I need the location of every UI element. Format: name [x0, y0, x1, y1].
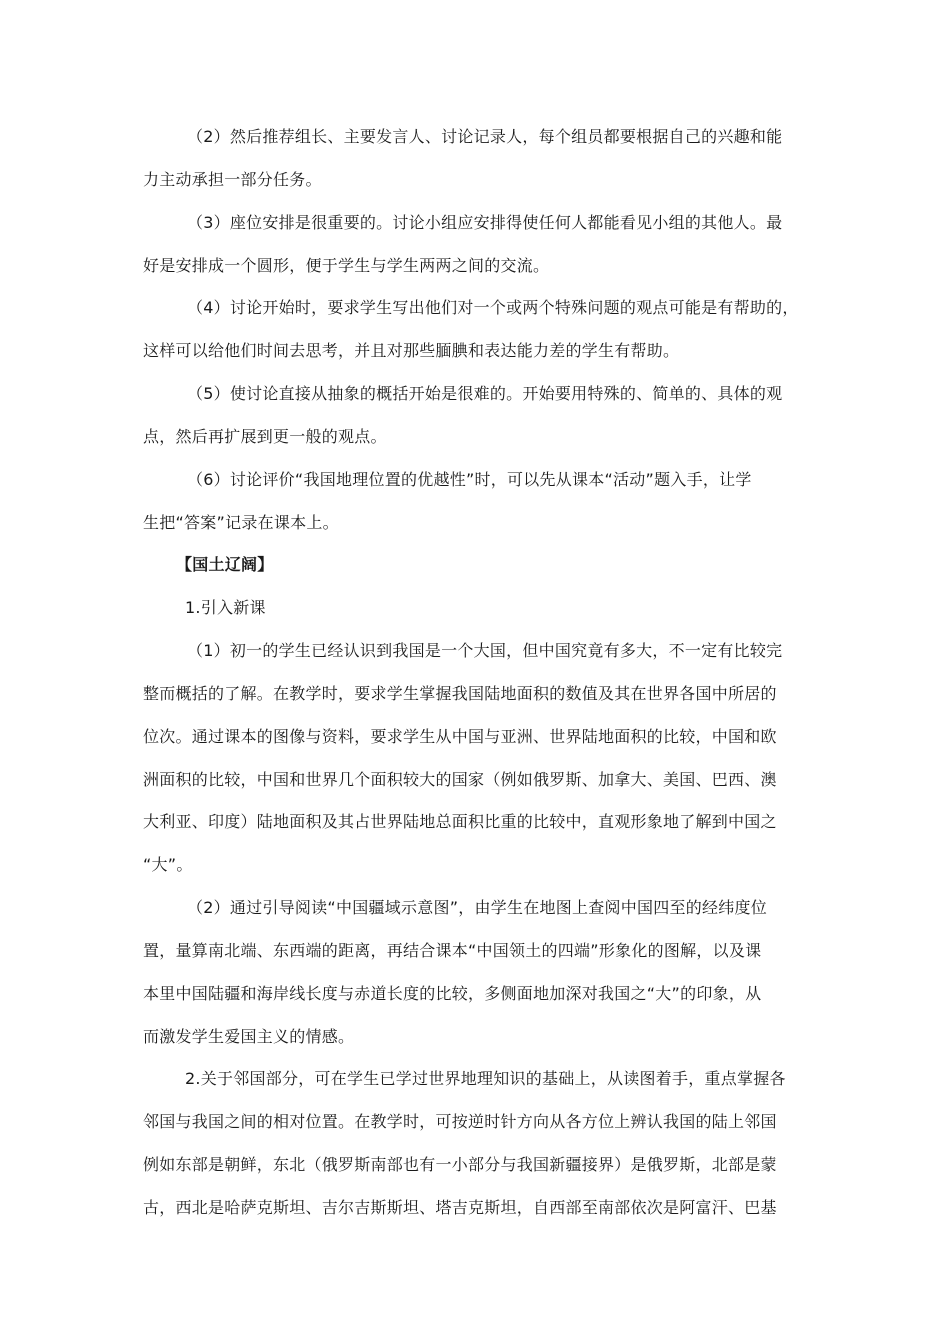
intro-paragraph-1-line-6: “大”。 — [143, 855, 193, 874]
intro-paragraph-1-line-1: （1）初一的学生已经认识到我国是一个大国，但中国究竟有多大，不一定有比较完 — [187, 641, 783, 660]
intro-paragraph-1-line-5: 大利亚、印度）陆地面积及其占世界陆地总面积比重的比较中，直观形象地了解到中国之 — [143, 812, 777, 831]
intro-paragraph-2-line-3: 本里中国陆疆和海岸线长度与赤道长度的比较，多侧面地加深对我国之“大”的印象，从 — [143, 984, 762, 1003]
intro-paragraph-1-line-3: 位次。通过课本的图像与资料，要求学生从中国与亚洲、世界陆地面积的比较，中国和欧 — [143, 727, 777, 746]
neighbors-paragraph-line-3: 例如东部是朝鲜，东北（俄罗斯南部也有一小部分与我国新疆接界）是俄罗斯，北部是蒙 — [143, 1155, 777, 1174]
section-heading: 【国土辽阔】 — [176, 555, 274, 574]
paragraph-3-line-1: （3）座位安排是很重要的。讨论小组应安排得使任何人都能看见小组的其他人。最 — [187, 213, 783, 232]
paragraph-5-line-1: （5）使讨论直接从抽象的概括开始是很难的。开始要用特殊的、简单的、具体的观 — [187, 384, 783, 403]
neighbors-paragraph-line-1: 2.关于邻国部分，可在学生已学过世界地理知识的基础上，从读图着手，重点掌握各 — [185, 1069, 786, 1088]
paragraph-2-line-1: （2）然后推荐组长、主要发言人、讨论记录人，每个组员都要根据自己的兴趣和能 — [187, 127, 783, 146]
paragraph-4-line-2: 这样可以给他们时间去思考，并且对那些腼腆和表达能力差的学生有帮助。 — [143, 341, 680, 360]
subsection-heading-1: 1.引入新课 — [185, 598, 266, 617]
neighbors-paragraph-line-4: 古，西北是哈萨克斯坦、吉尔吉斯斯坦、塔吉克斯坦，自西部至南部依次是阿富汗、巴基 — [143, 1198, 777, 1217]
intro-paragraph-2-line-1: （2）通过引导阅读“中国疆域示意图”，由学生在地图上查阅中国四至的经纬度位 — [187, 898, 768, 917]
paragraph-2-line-2: 力主动承担一部分任务。 — [143, 170, 322, 189]
paragraph-4-line-1: （4）讨论开始时，要求学生写出他们对一个或两个特殊问题的观点可能是有帮助的， — [187, 298, 799, 317]
paragraph-5-line-2: 点，然后再扩展到更一般的观点。 — [143, 427, 387, 446]
neighbors-paragraph-line-2: 邻国与我国之间的相对位置。在教学时，可按逆时针方向从各方位上辨认我国的陆上邻国 — [143, 1112, 777, 1131]
paragraph-6-line-2: 生把“答案”记录在课本上。 — [143, 513, 339, 532]
paragraph-3-line-2: 好是安排成一个圆形，便于学生与学生两两之间的交流。 — [143, 256, 550, 275]
intro-paragraph-2-line-2: 置，量算南北端、东西端的距离，再结合课本“中国领土的四端”形象化的图解，以及课 — [143, 941, 762, 960]
intro-paragraph-2-line-4: 而激发学生爱国主义的情感。 — [143, 1027, 355, 1046]
paragraph-6-line-1: （6）讨论评价“我国地理位置的优越性”时，可以先从课本“活动”题入手，让学 — [187, 470, 752, 489]
intro-paragraph-1-line-2: 整而概括的了解。在教学时，要求学生掌握我国陆地面积的数值及其在世界各国中所居的 — [143, 684, 777, 703]
intro-paragraph-1-line-4: 洲面积的比较，中国和世界几个面积较大的国家（例如俄罗斯、加拿大、美国、巴西、澳 — [143, 770, 777, 789]
